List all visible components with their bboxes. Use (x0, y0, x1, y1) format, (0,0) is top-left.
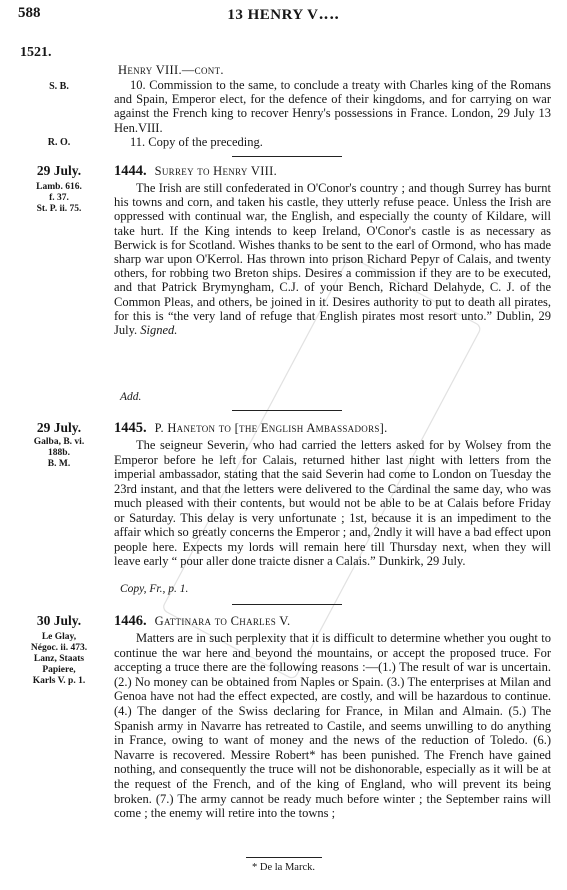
footnote: * De la Marck. (252, 862, 315, 873)
margin-ref: Négoc. ii. 473. (30, 643, 88, 653)
running-head: 13 HENRY V‥‥ (227, 7, 340, 23)
section-divider (232, 156, 342, 157)
entry-number: 1445. (114, 420, 147, 436)
signed-note: Signed. (140, 323, 178, 338)
section-divider (232, 604, 342, 605)
page-number: 588 (18, 5, 41, 21)
year-heading: 1521. (20, 45, 52, 60)
footnote-rule (246, 857, 322, 858)
margin-ref: 188b. (48, 448, 70, 458)
margin-ref: Le Glay, (41, 632, 77, 642)
page-header (0, 5, 567, 27)
entry-title: P. Haneton to [the English Ambassadors]. (154, 421, 388, 435)
entry-heading (114, 163, 277, 180)
entry-body: The seigneur Severin, who had carried the letters asked for by Wolsey from the Emperor before he left for Calais, returned hither last night with letters from the imperial ambassador, stating that the said Severin had come to London on Tuesday the 23rd instant, and that the letters were delivered to the Cardinal the same day, who was much pleased with their contents, but would not be able to be at Calais before Friday or Saturday. This delay is very unfortunate ; 1st, because it is an impediment to the affair which so greatly concerns the Emperor ; and, 2ndly it will have a bad effect upon people here. Expects my lords will remain here till Thursday next, when they will leave early “ pour aller done traicte disner a Calais.” Dunkirk, 29 July. (114, 438, 551, 568)
margin-ref: R. O. (47, 137, 71, 148)
entry-heading (114, 613, 290, 630)
entry-date: 29 July. (36, 420, 82, 435)
section-divider (232, 410, 342, 411)
entry-body-text: The Irish are still confederated in O'Conor's country ; and though Surrey has burnt his towns and corn, and taken his castle, they utterly refuse peace. Unless the Irish are oppressed with continual war, the English, and especially the county of Kildare, will take hurt. If the King intends to keep Ireland, O'Conor's castle is as necessary as Berwick is for Scotland. Wishes thanks to be sent to the earl of Ormond, who has made sharp war upon O'Kerrol. Has thrown into prison Richard Pepyr of Calais, and twenty others, for robbing two Breton ships. Desires a commission if they are to be executed, and that Patrick Brymyngham, C.J. of your Bench, Richard Delahyde, C. J. of the Common Pleas, and others, be joined in it. Desires authority to put to death all pirates, for this is “the very land of refuge that English pirates most resort unto.” Dublin, 29 July. (114, 181, 551, 338)
margin-ref: Lamb. 616. (36, 182, 82, 192)
entry-heading (114, 420, 388, 437)
entry-text: 10. Commission to the same, to conclude a treaty with Charles king of the Romans and Spain, Emperor elect, for the defence of their kingdoms, and for carrying on war against the French king to recover Henry's possessions in France. London, 29 July 13 Hen.VIII. (114, 78, 551, 135)
margin-refs (18, 182, 100, 215)
margin-refs (18, 437, 100, 470)
margin-ref: St. P. ii. 75. (36, 204, 82, 214)
entry-date: 30 July. (36, 613, 82, 628)
entry-body (114, 181, 551, 337)
margin-ref: B. M. (47, 459, 71, 469)
entry-number: 1446. (114, 613, 147, 629)
margin-ref: Karls V. p. 1. (32, 676, 86, 686)
entry-note: Copy, Fr., p. 1. (120, 583, 189, 595)
margin-ref: Lanz, Staats (33, 654, 85, 664)
entry-body: Matters are in such perplexity that it is difficult to determine whether you ought to continue the war here and beyond the mountains, or accept the proposed truce. For accepting a truce there are the following reasons :—(1.) The result of war is uncertain. (2.) No money can be obtained from Naples or Spain. (3.) The enterprises at Milan and Genoa have not had the effect expected, are costly, and will be hazardous to continue. (4.) The danger of the Swiss declaring for France, in Milan and Almain. (5.) The Spanish army in Navarre has retreated to Castile, and seems unwilling to do anything in France, owing to want of money and the news of the reduction of Toledo. (6.) Navarre is recovered. Messire Robert* has been punished. The French have gained nothing, and consequently the truce will not be dishonorable, especially as it will be at the request of the French, and of the king of England, who will prevent its being broken. (7.) The army cannot be ready much before winter ; the September rains will come ; the enemy will retire into the towns ; (114, 631, 551, 821)
entry-date: 29 July. (36, 163, 82, 178)
entry-title: Surrey to Henry VIII. (154, 164, 278, 178)
margin-ref: Galba, B. vi. (33, 437, 85, 447)
margin-ref: Papiere, (42, 665, 76, 675)
margin-ref: S. B. (49, 81, 69, 92)
margin-refs (18, 632, 100, 687)
entry-text: 11. Copy of the preceding. (130, 135, 263, 149)
entry-note: Add. (120, 391, 142, 403)
entry-number: 1444. (114, 163, 147, 179)
entry-title: Gattinara to Charles V. (154, 614, 291, 628)
continuation-title: Henry VIII.—cont. (118, 63, 224, 77)
margin-ref: f. 37. (49, 193, 69, 203)
